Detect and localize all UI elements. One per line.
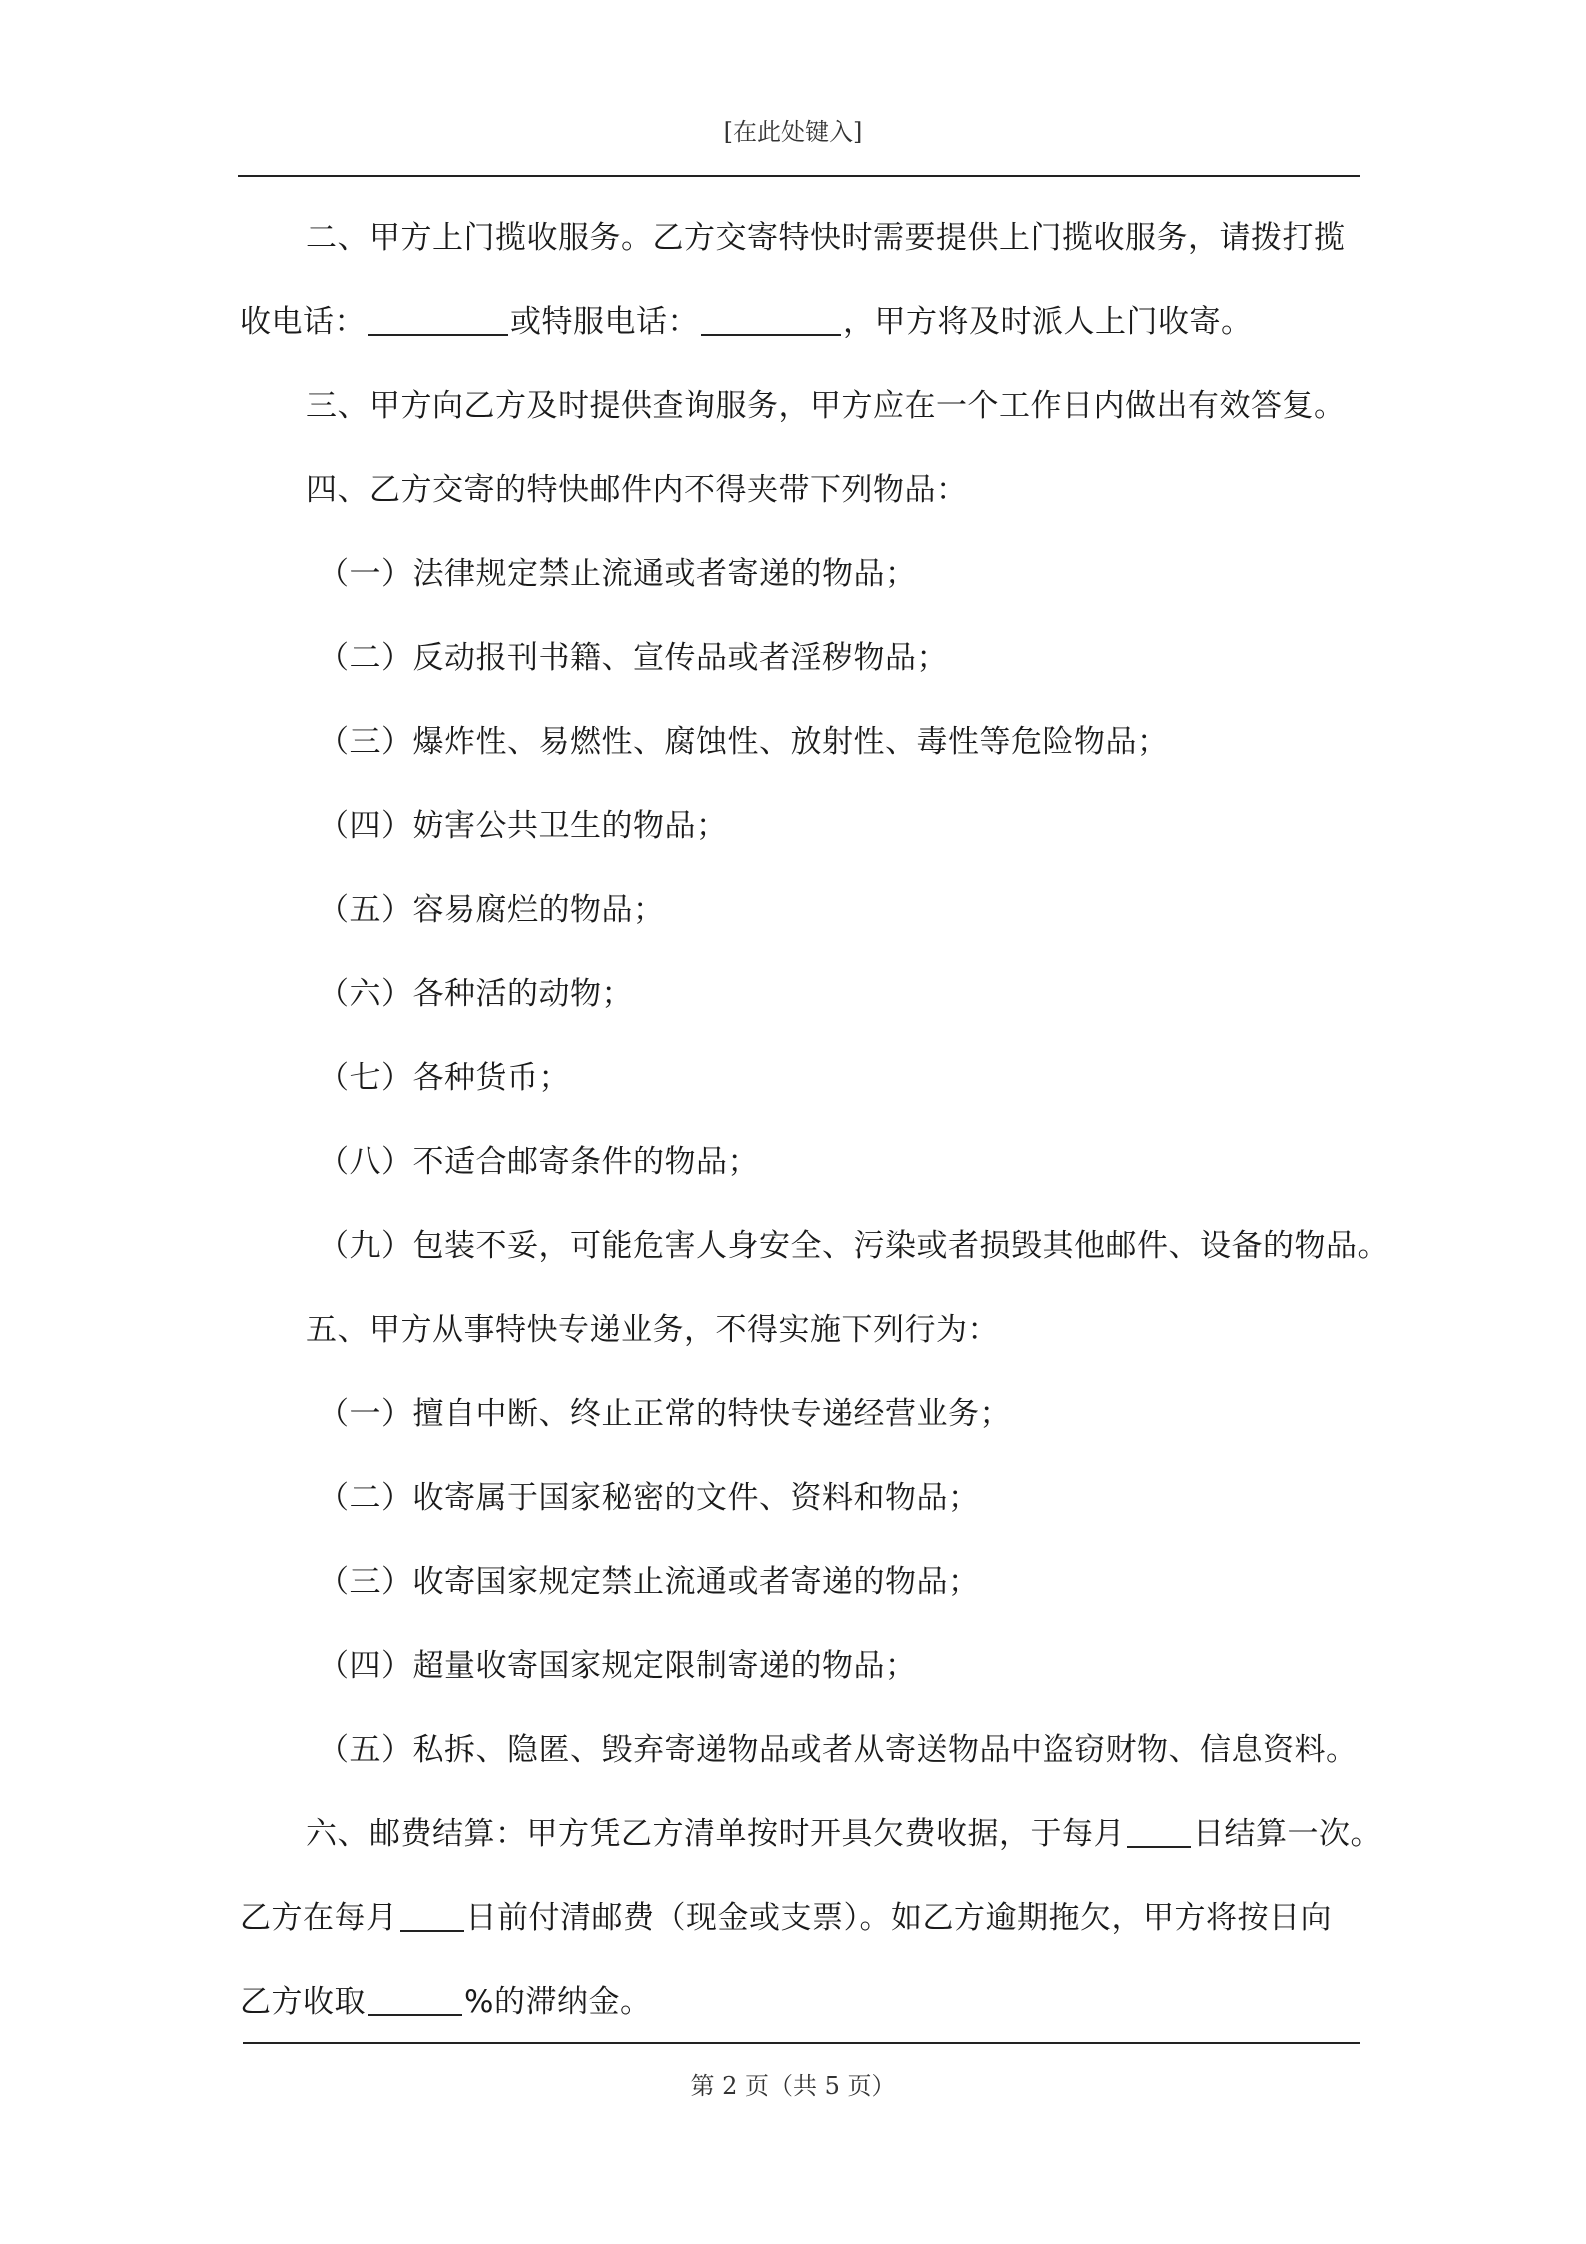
late-fee-percent-blank-field[interactable] bbox=[368, 1984, 462, 2016]
clause-2-text-a: 收电话： bbox=[240, 304, 366, 340]
phone-blank-field[interactable] bbox=[368, 304, 508, 336]
clause-4-title: 四、乙方交寄的特快邮件内不得夹带下列物品： bbox=[306, 472, 968, 508]
clause-4-item: （三）爆炸性、易燃性、腐蚀性、放射性、毒性等危险物品； bbox=[318, 724, 1169, 760]
clause-4-item: （九）包装不妥，可能危害人身安全、污染或者损毁其他邮件、设备的物品。 bbox=[318, 1228, 1389, 1264]
clause-6-line-2 bbox=[240, 1876, 1362, 1960]
clause-6-line-3 bbox=[240, 1960, 1362, 2044]
clause-6-text-c: 乙方在每月 bbox=[240, 1900, 398, 1936]
clause-4-item: （一）法律规定禁止流通或者寄递的物品； bbox=[318, 556, 917, 592]
clause-5-item: （二）收寄属于国家秘密的文件、资料和物品； bbox=[318, 1480, 980, 1516]
clause-5-title: 五、甲方从事特快专递业务，不得实施下列行为： bbox=[306, 1312, 999, 1348]
document-body bbox=[240, 196, 1389, 2044]
clause-6-text-d: 日前付清邮费（现金或支票）。如乙方逾期拖欠，甲方将按日向 bbox=[465, 1900, 1332, 1936]
clause-4-item: （七）各种货币； bbox=[318, 1060, 570, 1096]
clause-5-item: （五）私拆、隐匿、毁弃寄递物品或者从寄送物品中盗窃财物、信息资料。 bbox=[318, 1732, 1358, 1768]
clause-4-item: （八）不适合邮寄条件的物品； bbox=[318, 1144, 759, 1180]
clause-4-item: （六）各种活的动物； bbox=[318, 976, 633, 1012]
clause-3: 三、甲方向乙方及时提供查询服务，甲方应在一个工作日内做出有效答复。 bbox=[306, 388, 1346, 424]
settlement-day-blank-field[interactable] bbox=[1127, 1816, 1191, 1848]
footer-divider bbox=[243, 2042, 1360, 2044]
service-phone-blank-field[interactable] bbox=[701, 304, 841, 336]
clause-6-line-1 bbox=[240, 1792, 1382, 1876]
payment-day-blank-field[interactable] bbox=[400, 1900, 464, 1932]
clause-6-text-f: %的滞纳金。 bbox=[464, 1984, 652, 2020]
clause-2-line-1: 二、甲方上门揽收服务。乙方交寄特快时需要提供上门揽收服务，请拨打揽 bbox=[306, 220, 1346, 256]
clause-4-item: （四）妨害公共卫生的物品； bbox=[318, 808, 728, 844]
clause-6-text-a: 六、邮费结算：甲方凭乙方清单按时开具欠费收据，于每月 bbox=[306, 1816, 1125, 1852]
clause-5-item: （三）收寄国家规定禁止流通或者寄递的物品； bbox=[318, 1564, 980, 1600]
clause-2-text-c: ，甲方将及时派人上门收寄。 bbox=[843, 304, 1253, 340]
page-header: [在此处键入] bbox=[723, 118, 863, 146]
clause-2-line-2 bbox=[240, 280, 1362, 364]
clause-4-item: （五）容易腐烂的物品； bbox=[318, 892, 665, 928]
clause-5-item: （一）擅自中断、终止正常的特快专递经营业务； bbox=[318, 1396, 1011, 1432]
clause-6-text-e: 乙方收取 bbox=[240, 1984, 366, 2020]
page-footer: 第 2 页（共 5 页） bbox=[690, 2072, 896, 2100]
clause-4-item: （二）反动报刊书籍、宣传品或者淫秽物品； bbox=[318, 640, 948, 676]
header-divider bbox=[238, 175, 1360, 177]
clause-2-text-b: 或特服电话： bbox=[510, 304, 699, 340]
clause-5-item: （四）超量收寄国家规定限制寄递的物品； bbox=[318, 1648, 917, 1684]
clause-6-text-b: 日结算一次。 bbox=[1193, 1816, 1382, 1852]
